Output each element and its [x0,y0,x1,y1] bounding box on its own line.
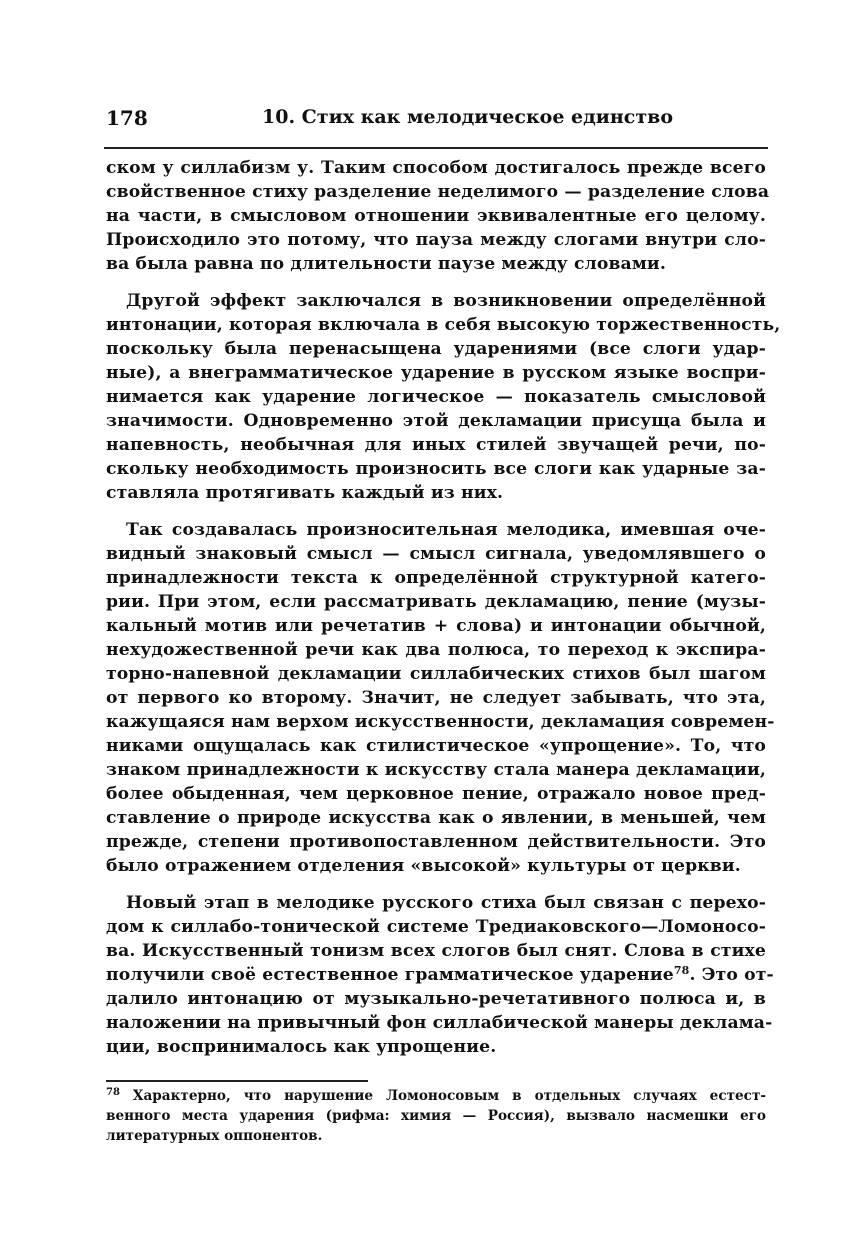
page-header [106,106,766,136]
text-line: рии. При этом, если рассматривать декламацию, пение (музы- [106,592,766,612]
page-number: 178 [106,106,148,130]
text-line: торно-напевной декламации силлабических стихов был шагом [106,664,766,684]
text-line: поскольку была перенасыщена ударениями (все слоги удар- [106,339,766,359]
text-line: видный знаковый смысл — смысл сигнала, уведомлявшего о [106,544,766,564]
text-segment: получили своё естественное грамматическое ударение [106,965,674,985]
footnote-mark: 78 [106,1087,120,1098]
text-line: напевность, необычная для иных стилей звучащей речи, по- [106,435,766,455]
text-line: Новый этап в мелодике русского стиха был связан с перехо- [126,893,766,913]
text-line: значимости. Одновременно этой декламации присуща была и [106,411,766,431]
footnote [106,1086,766,1146]
text-line: ва была равна по длительности паузе между словами. [106,254,666,274]
text-line: ставление о природе искусства как о явлении, в меньшей, чем [106,808,766,828]
text-line: на части, в смысловом отношении эквивалентные его целому. [106,206,766,226]
text-line: принадлежности текста к определённой структурной катего- [106,568,766,588]
text-line: от первого ко второму. Значит, не следует забывать, что эта, [106,688,766,708]
text-line: дом к силлабо-тонической системе Тредиаковского—Ломоносо- [106,917,766,937]
text-line: знаком принадлежности к искусству стала манера декламации, [106,760,766,780]
text-segment: Характерно, что нарушение Ломоносовым в отдельных случаях естест- [132,1088,767,1104]
text-line: скольку необходимость произносить все слоги как ударные за- [106,459,766,479]
text-line: ставляла протягивать каждый из них. [106,483,504,503]
text-line: никами ощущалась как стилистическое «упрощение». То, что [106,736,766,756]
text-line: ском у силлабизм у. Таким способом достигалось прежде всего [106,158,766,178]
body-text [106,156,781,1059]
footnote-separator [106,1080,368,1082]
text-line: ные), а внеграмматическое ударение в русском языке воспри- [106,363,766,383]
footnote-line: венного места ударения (рифма: химия — Россия), вызвало насмешки его [106,1108,766,1124]
text-line: ва. Искусственный тонизм всех слогов был снят. Слова в стихе [106,941,766,961]
text-line: наложении на привычный фон силлабической манеры деклама- [106,1013,773,1033]
text-line: свойственное стиху разделение неделимого — разделение слова [106,182,770,202]
footnote-reference[interactable]: 78 [673,964,690,977]
footnote-line: литературных оппонентов. [106,1128,323,1144]
text-line: кальный мотив или речетатив + слова) и интонации обычной, [106,616,766,636]
header-rule [104,147,768,149]
paragraph-2 [106,289,781,505]
text-line: Другой эффект заключался в возникновении определённой [126,291,766,311]
paragraph-4 [106,891,774,1059]
text-line-with-footnote-ref [106,963,774,987]
text-line: было отражением отделения «высокой» культуры от церкви. [106,856,741,876]
text-line: кажущаяся нам верхом искусственности, декламация современ- [106,712,775,732]
text-line: нехудожественной речи как два полюса, то переход к экспира- [106,640,766,660]
text-line: ции, воспринималось как упрощение. [106,1037,497,1057]
text-line: нимается как ударение логическое — показатель смысловой [106,387,766,407]
text-line: далило интонацию от музыкально-речетативного полюса и, в [106,989,766,1009]
footnote-line [106,1086,766,1106]
text-line: Так создавалась произносительная мелодика, имевшая оче- [126,520,766,540]
running-title: 10. Стих как мелодическое единство [262,106,674,128]
text-line: прежде, степени противопоставленном действительности. Это [106,832,766,852]
paragraph-3 [106,518,775,878]
text-line: интонации, которая включала в себя высокую торжественность, [106,315,781,335]
text-line: Происходило это потому, что пауза между слогами внутри сло- [106,230,766,250]
paragraph-1 [106,156,770,276]
text-segment: . Это от- [689,965,774,985]
text-line: более обыденная, чем церковное пение, отражало новое пред- [106,784,766,804]
